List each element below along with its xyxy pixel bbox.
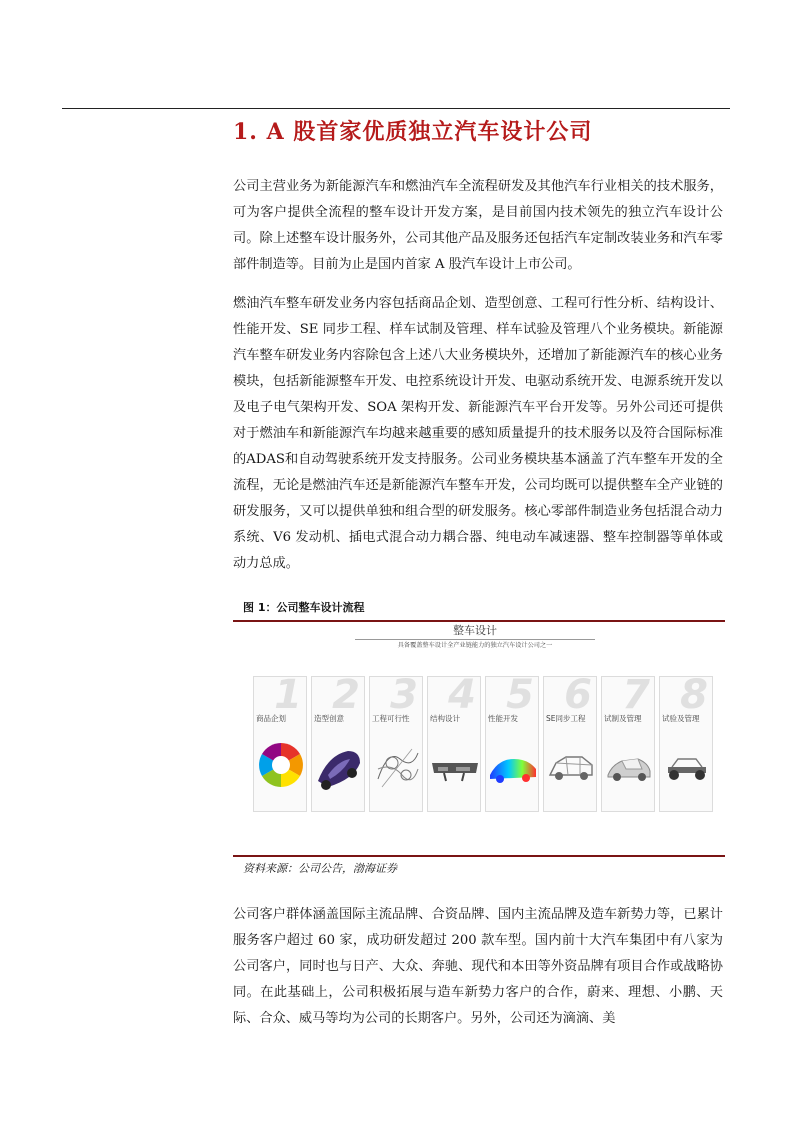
- figure-header-subtitle: 具备覆盖整车设计全产业链能力的独立汽车设计公司之一: [397, 642, 553, 649]
- step-label: 造型创意: [314, 714, 344, 723]
- step-label: 工程可行性: [372, 714, 410, 723]
- step-2: [311, 672, 365, 812]
- step-number: 7: [622, 672, 650, 718]
- step-label: 试制及管理: [604, 714, 642, 723]
- step-3: [369, 672, 423, 812]
- figure-header-title: 整车设计: [453, 624, 497, 637]
- chassis-test-icon: [662, 729, 712, 799]
- step-4: [427, 672, 481, 812]
- header-rule: [62, 108, 730, 109]
- step-number: 4: [448, 672, 476, 718]
- dashboard-structure-icon: [430, 729, 480, 799]
- step-label: 商品企划: [256, 714, 286, 723]
- body-in-white-icon: [546, 729, 596, 799]
- process-steps: [253, 672, 713, 812]
- step-number: 8: [680, 672, 708, 718]
- concept-car-icon: [314, 729, 364, 799]
- step-number: 5: [506, 672, 534, 718]
- color-wheel-icon: [256, 729, 306, 799]
- step-number: 2: [332, 672, 360, 718]
- figure-top-rule: [233, 620, 725, 622]
- figure-bottom-rule: [233, 855, 725, 857]
- step-5: [485, 672, 539, 812]
- section-title: 1. A 股首家优质独立汽车设计公司: [233, 119, 593, 145]
- step-1: [253, 672, 307, 812]
- step-label: 试验及管理: [662, 714, 700, 723]
- step-number: 6: [564, 672, 592, 718]
- step-8: [659, 672, 713, 812]
- figure-source: 资料来源：公司公告，渤海证券: [243, 862, 397, 875]
- paragraph-business: 公司主营业务为新能源汽车和燃油汽车全流程研发及其他汽车行业相关的技术服务，可为客户提供全流程的整车设计开发方案，是目前国内技术领先的独立汽车设计公司。除上述整车设计服务外，公司其他产品及服务还包括汽车定制改装业务和汽车零部件制造等。目前为止是国内首家 A 股汽车设计上市公司。: [233, 179, 723, 272]
- figure-header-divider: [355, 639, 595, 640]
- step-7: [601, 672, 655, 812]
- prototype-car-icon: [604, 729, 654, 799]
- step-label: SE同步工程: [546, 714, 586, 723]
- figure-design-process: [233, 624, 725, 854]
- paragraph-modules: 燃油汽车整车研发业务内容包括商品企划、造型创意、工程可行性分析、结构设计、性能开发、SE 同步工程、样车试制及管理、样车试验及管理八个业务模块。新能源汽车整车研发业务内容除包含上述八大业务模块外，还增加了新能源汽车的核心业务模块，包括新能源整车开发、电控系统设计开发、电驱动系统开发、电源系统开发以及电子电气架构开发、SOA 架构开发、新能源汽车平台开发等。另外公司还可提供对于燃油车和新能源汽车均越来越重要的感知质量提升的技术服务以及符合国际标准的ADAS和自动驾驶系统开发支持服务。公司业务模块基本涵盖了汽车整车开发的全流程，无论是燃油汽车还是新能源汽车整车开发，公司均既可以提供整车全产业链的研发服务，又可以提供单独和组合型的研发服务。核心零部件制造业务包括混合动力系统、V6 发动机、插电式混合动力耦合器、纯电动车减速器、整车控制器等单体或动力总成。: [233, 296, 723, 571]
- step-6: [543, 672, 597, 812]
- step-number: 1: [274, 672, 302, 718]
- step-number: 3: [390, 672, 418, 718]
- figure-caption: 图 1：公司整车设计流程: [243, 601, 365, 614]
- engineering-sketch-icon: [372, 729, 422, 799]
- figure-header: [346, 624, 604, 652]
- paragraph-customers: 公司客户群体涵盖国际主流品牌、合资品牌、国内主流品牌及造车新势力等，已累计服务客户超过 60 家，成功研发超过 200 款车型。国内前十大汽车集团中有八家为公司客户，同时也与日产、大众、奔驰、现代和本田等外资品牌有项目合作或战略协同。在此基础上，公司积极拓展与造车新势力客户的合作，蔚来、理想、小鹏、天际、合众、威马等均为公司的长期客户。另外，公司还为滴滴、美: [233, 907, 723, 1026]
- step-label: 结构设计: [430, 714, 460, 723]
- step-label: 性能开发: [488, 714, 518, 723]
- performance-simulation-icon: [488, 729, 538, 799]
